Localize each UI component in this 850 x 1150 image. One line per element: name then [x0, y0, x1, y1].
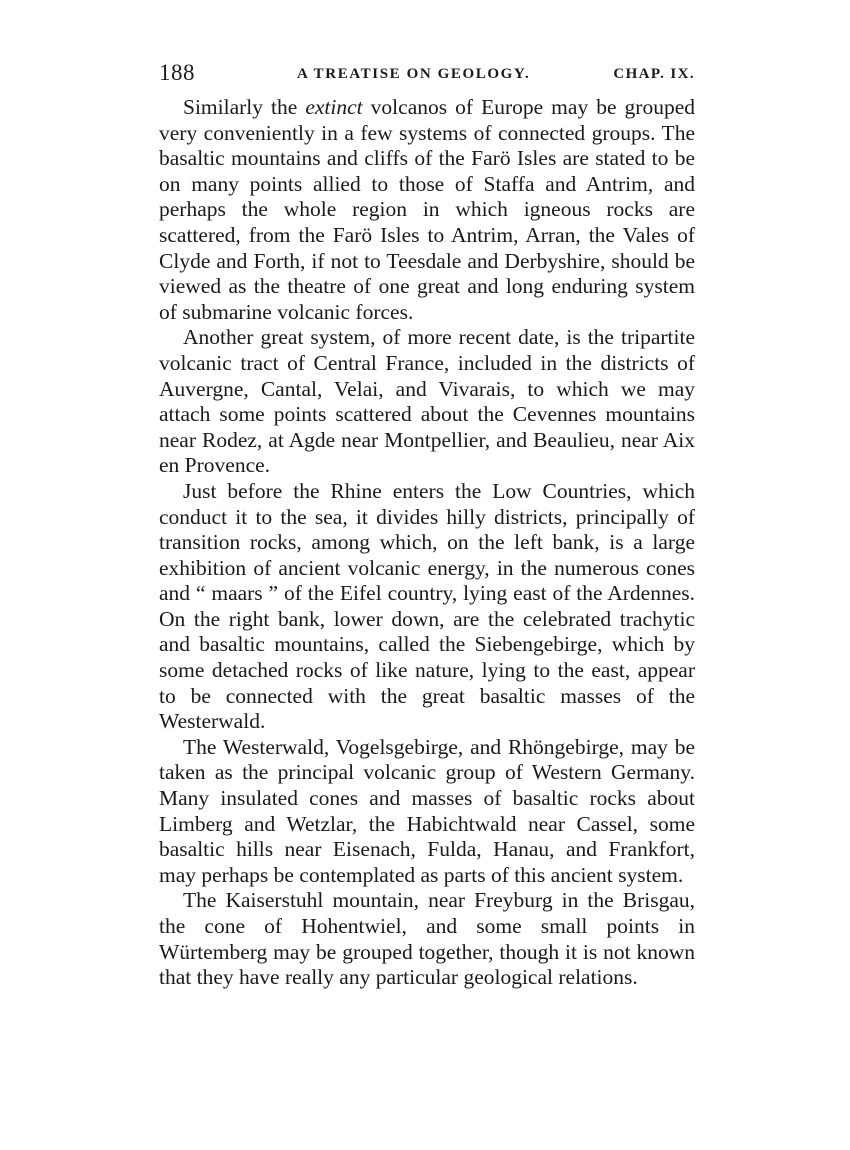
paragraph-kaiserstuhl: The Kaiserstuhl mountain, near Freyburg in the Brisgau, the cone of Hohentwiel, and some small points in Würtemberg may be grouped together, though it is not known that they have really any particular geological relations.: [159, 888, 695, 990]
chapter-label: CHAP. IX.: [613, 66, 695, 82]
paragraph-rhine: Just before the Rhine enters the Low Countries, which conduct it to the sea, it divides hilly districts, principally of transition rocks, among which, on the left bank, is a large exhibition of ancient volcanic energy, in the numerous cones and “ maars ” of the Eifel country, lying east of the Ardennes. On the right bank, lower down, are the celebrated trachytic and basaltic mountains, called the Siebengebirge, which by some detached rocks of like nature, lying to the east, appear to be connected with the great basaltic masses of the Westerwald.: [159, 478, 695, 734]
paragraph-western-germany: The Westerwald, Vogelsgebirge, and Rhöngebirge, may be taken as the principal volcanic group of Western Germany. Many insulated cones and masses of basaltic rocks about Limberg and Wetzlar, the Habichtwald near Cassel, some basaltic hills near Eisenach, Fulda, Hanau, and Frankfort, may perhaps be contemplated as parts of this ancient system.: [159, 734, 695, 887]
book-title: A TREATISE ON GEOLOGY.: [297, 66, 531, 82]
paragraph-text: Similarly the: [183, 95, 306, 119]
paragraph-central-france: Another great system, of more recent date, is the tripartite volcanic tract of Central France, included in the districts of Auvergne, Cantal, Velai, and Vivarais, to which we may attach some points scattered about the Cevennes mountains near Rodez, at Agde near Montpellier, and Beaulieu, near Aix en Provence.: [159, 325, 695, 478]
body-text: [159, 95, 695, 991]
running-head: [159, 60, 695, 90]
italic-emphasis: extinct: [305, 95, 363, 119]
page-number: 188: [159, 60, 195, 85]
paragraph-extinct-volcanos: [159, 95, 695, 325]
paragraph-text: volcanos of Europe may be grouped very conveniently in a few systems of connected groups. The basaltic mountains and cliffs of the Farö Isles are stated to be on many points allied to those of Staffa and Antrim, and perhaps the whole region in which igneous rocks are scattered, from the Farö Isles to Antrim, Arran, the Vales of Clyde and Forth, if not to Teesdale and Derbyshire, should be viewed as the theatre of one great and long enduring system of submarine volcanic forces.: [159, 95, 695, 324]
